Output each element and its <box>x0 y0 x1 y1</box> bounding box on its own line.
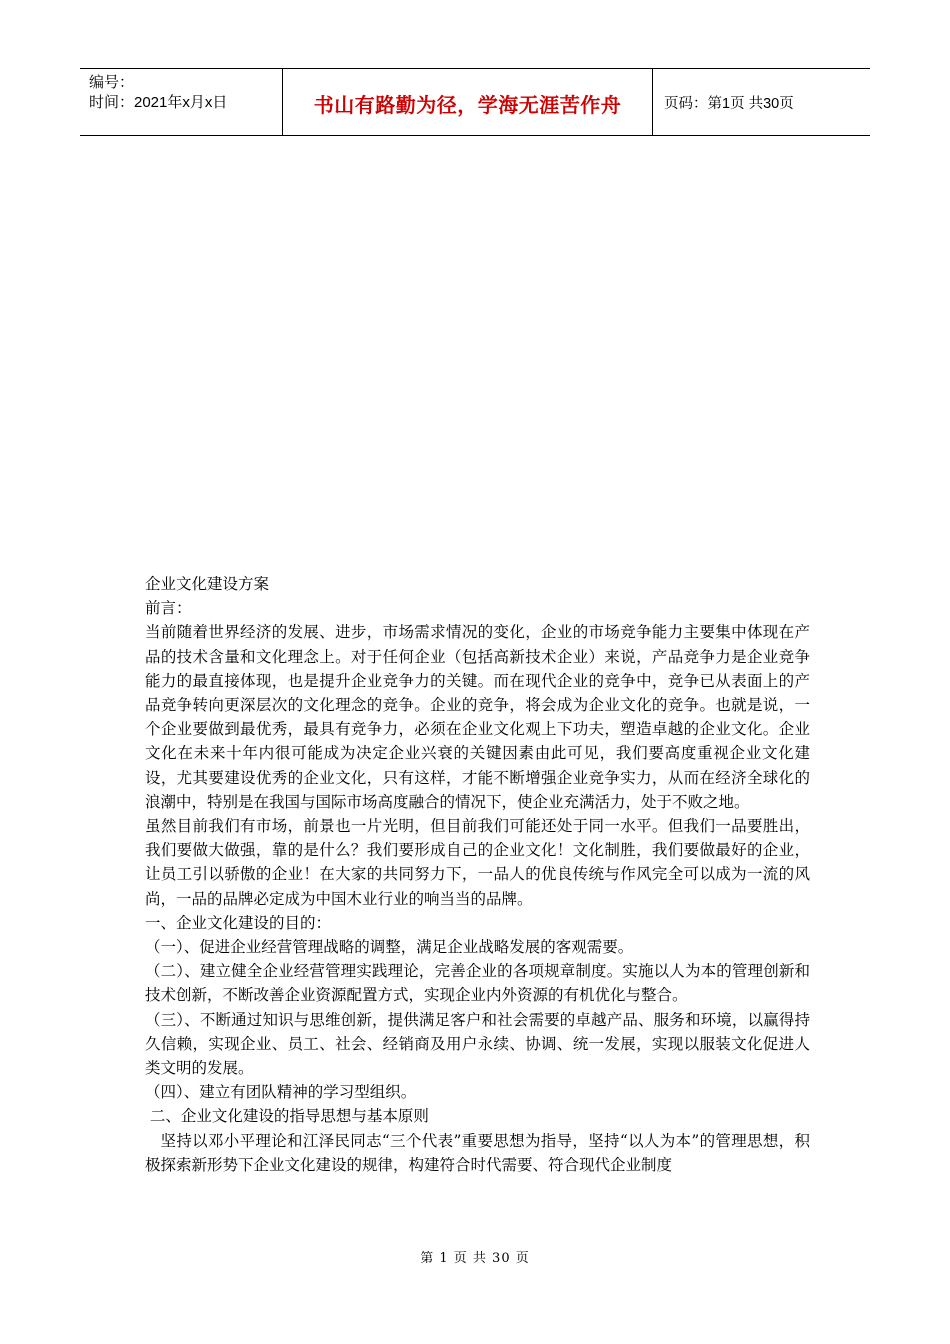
list-item: （四）、建立有团队精神的学习型组织。 <box>145 1083 417 1102</box>
list-item: （二）、建立健全企业经营管理实践理论，完善企业的各项规章制度。实施以人为本的管理创新和技术创新，不断改善企业资源配置方式，实现企业内外资源的有机优化与整合。 <box>145 962 810 1005</box>
body-paragraph: 虽然目前我们有市场，前景也一片光明，但目前我们可能还处于同一水平。但我们一品要胜出，我们要做大做强，靠的是什么？我们要形成自己的企业文化！文化制胜，我们要做最好的企业，让员工引以骄傲的企业！在大家的共同努力下，一品人的优良传统与作风完全可以成为一流的风尚，一品的品牌必定成为中国木业行业的响当当的品牌。 <box>145 817 810 908</box>
section-heading: 一、企业文化建设的目的： <box>145 913 332 932</box>
document-date-label: 时间：2021年x月x日 <box>89 94 228 111</box>
header-meta-cell <box>80 69 282 135</box>
list-item: （三）、不断通过知识与思维创新，提供满足客户和社会需要的卓越产品、服务和环境，以赢得持久信赖，实现企业、员工、社会、经销商及用户永续、协调、统一发展，实现以服装文化促进人类文明的发展。 <box>145 1010 810 1078</box>
document-body <box>145 572 810 1177</box>
header-table <box>80 68 870 136</box>
body-paragraph: 当前随着世界经济的发展、进步，市场需求情况的变化，企业的市场竞争能力主要集中体现在产品的技术含量和文化理念上。对于任何企业（包括高新技术企业）来说，产品竞争力是企业竞争能力的最直接体现，也是提升企业竞争力的关键。而在现代企业的竞争中，竞争已从表面上的产品竞争转向更深层次的文化理念的竞争。企业的竞争，将会成为企业文化的竞争。也就是说，一个企业要做到最优秀，最具有竞争力，必须在企业文化观上下功夫，塑造卓越的企业文化。企业文化在未来十年内很可能成为决定企业兴衰的关键因素由此可见，我们要高度重视企业文化建设，尤其要建设优秀的企业文化，只有这样，才能不断增强企业竞争实力，从而在经济全球化的浪潮中，特别是在我国与国际市场高度融合的情况下，使企业充满活力，处于不败之地。 <box>145 623 810 811</box>
document-number-label: 编号： <box>89 74 135 91</box>
header-motto: 书山有路勤为径，学海无涯苦作舟 <box>282 69 653 135</box>
body-paragraph: 坚持以邓小平理论和江泽民同志“三个代表”重要思想为指导，坚持“以人为本”的管理思想，积极探索新形势下企业文化建设的规律，构建符合时代需要、符合现代企业制度 <box>145 1131 810 1174</box>
list-item: （一）、促进企业经营管理战略的调整，满足企业战略发展的客观需要。 <box>145 938 634 957</box>
page-footer: 第 1 页 共 30 页 <box>420 1251 530 1266</box>
header-page-info: 页码：第1页 共30页 <box>664 95 794 112</box>
document-title: 企业文化建设方案 <box>145 575 270 593</box>
section-heading: 二、企业文化建设的指导思想与基本原则 <box>145 1107 429 1126</box>
preface-label: 前言： <box>145 599 192 618</box>
